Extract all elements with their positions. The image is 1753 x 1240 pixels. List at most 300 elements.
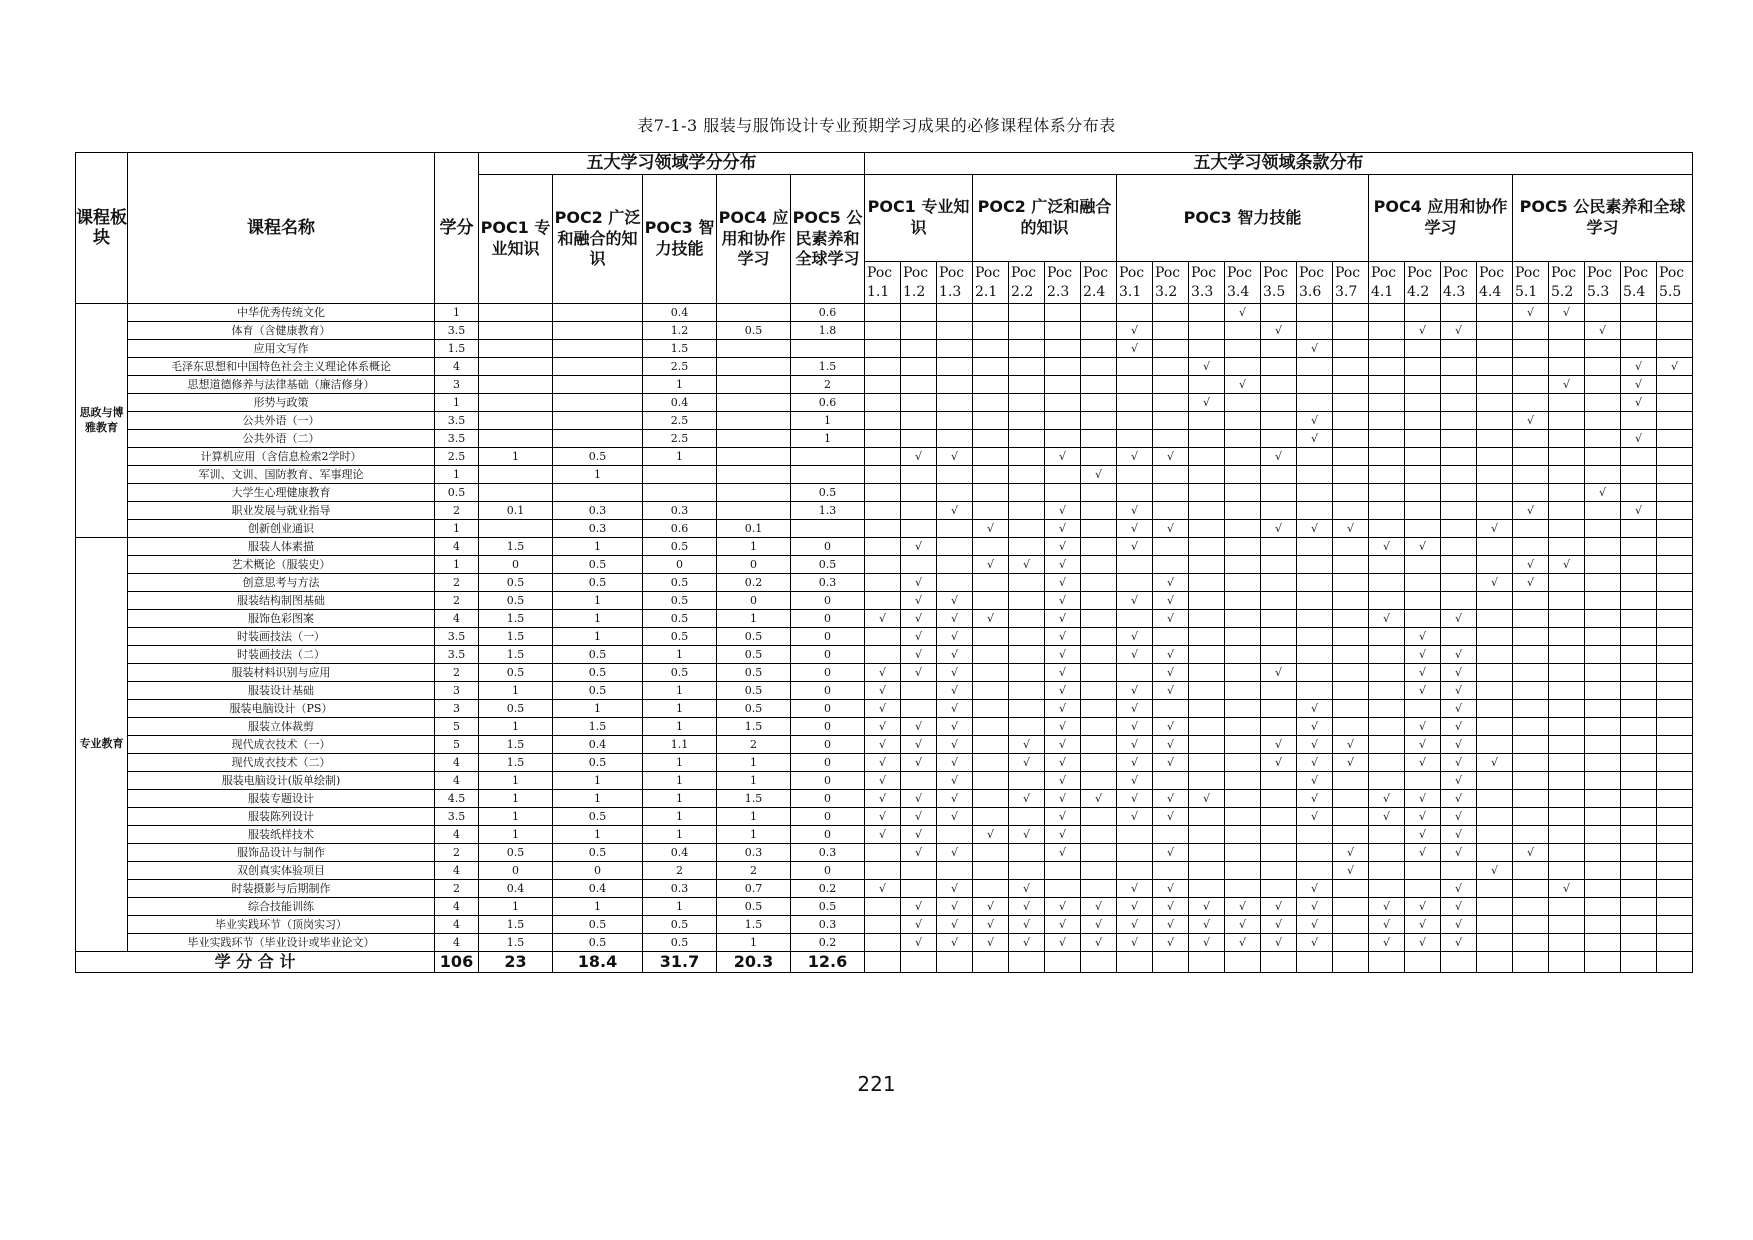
empty-cell [901,322,937,340]
check-mark: √ [1117,754,1153,772]
check-mark: √ [1657,358,1693,376]
empty-cell [1621,664,1657,682]
empty-cell [1333,394,1369,412]
check-mark: √ [1297,700,1333,718]
empty-cell [1261,646,1297,664]
check-mark: √ [1045,448,1081,466]
poc2-credit: 1 [553,826,643,844]
empty-cell [1513,664,1549,682]
check-mark: √ [1153,592,1189,610]
empty-cell [1009,808,1045,826]
check-mark: √ [901,934,937,952]
check-mark: √ [937,646,973,664]
empty-cell [1477,952,1513,973]
check-mark: √ [1297,754,1333,772]
empty-cell [865,304,901,322]
check-mark: √ [1441,610,1477,628]
check-mark: √ [865,718,901,736]
empty-cell [1549,610,1585,628]
poc2-credit: 0.5 [553,754,643,772]
check-mark: √ [1513,556,1549,574]
empty-cell [1513,898,1549,916]
empty-cell [1477,592,1513,610]
poc5-credit: 0 [791,682,865,700]
poc2-credit: 1 [553,700,643,718]
check-mark: √ [1045,844,1081,862]
empty-cell [1189,700,1225,718]
empty-cell [1549,754,1585,772]
empty-cell [1513,736,1549,754]
check-mark: √ [1297,898,1333,916]
check-mark: √ [1117,808,1153,826]
empty-cell [1405,340,1441,358]
empty-cell [1225,880,1261,898]
empty-cell [1153,862,1189,880]
poc2-credit [553,484,643,502]
empty-cell [937,826,973,844]
empty-cell [1441,430,1477,448]
empty-cell [1117,574,1153,592]
check-mark: √ [1297,430,1333,448]
empty-cell [1513,700,1549,718]
empty-cell [1657,484,1693,502]
empty-cell [1225,430,1261,448]
empty-cell [1549,340,1585,358]
empty-cell [1261,682,1297,700]
empty-cell [1261,430,1297,448]
empty-cell [1333,304,1369,322]
check-mark: √ [865,808,901,826]
course-credit: 5 [435,736,479,754]
course-name: 艺术概论（服装史） [128,556,435,574]
empty-cell [1585,520,1621,538]
empty-cell [973,952,1009,973]
empty-cell [973,538,1009,556]
empty-cell [1261,376,1297,394]
poc4-credit: 0.1 [717,520,791,538]
course-name: 服装设计基础 [128,682,435,700]
empty-cell [1261,358,1297,376]
check-mark: √ [1297,772,1333,790]
course-name: 时装摄影与后期制作 [128,880,435,898]
poc2-credit [553,376,643,394]
check-mark: √ [1081,790,1117,808]
empty-cell [1549,574,1585,592]
empty-cell [1621,682,1657,700]
course-credit: 1 [435,520,479,538]
empty-cell [865,358,901,376]
empty-cell [1225,520,1261,538]
empty-cell [865,862,901,880]
poc2-credit: 0.5 [553,574,643,592]
empty-cell [1621,610,1657,628]
check-mark: √ [1045,754,1081,772]
empty-cell [1477,916,1513,934]
empty-cell [865,628,901,646]
empty-cell [1441,538,1477,556]
check-mark: √ [937,934,973,952]
empty-cell [1549,934,1585,952]
poc4-credit [717,430,791,448]
check-mark: √ [1117,646,1153,664]
check-mark: √ [901,448,937,466]
course-credit: 1.5 [435,340,479,358]
poc3-credit: 2.5 [643,412,717,430]
course-name: 计算机应用（含信息检索2学时） [128,448,435,466]
course-credit: 3 [435,376,479,394]
empty-cell [1189,520,1225,538]
poc2-credit [553,430,643,448]
empty-cell [1045,376,1081,394]
empty-cell [1225,646,1261,664]
empty-cell [1225,574,1261,592]
poc1-credit: 1 [479,790,553,808]
poc5-credit: 0 [791,790,865,808]
course-credit: 2 [435,502,479,520]
check-mark: √ [1405,646,1441,664]
poc3-credit: 0.3 [643,880,717,898]
poc4-credit [717,412,791,430]
check-mark: √ [865,790,901,808]
poc3-credit: 1.5 [643,340,717,358]
check-mark: √ [1045,826,1081,844]
check-mark: √ [1261,754,1297,772]
empty-cell [1153,952,1189,973]
empty-cell [1621,952,1657,973]
check-mark: √ [1045,610,1081,628]
empty-cell [1477,556,1513,574]
empty-cell [1081,484,1117,502]
empty-cell [1585,394,1621,412]
poc5-credit: 0.3 [791,574,865,592]
check-mark: √ [1261,898,1297,916]
empty-cell [1333,376,1369,394]
empty-cell [1333,880,1369,898]
empty-cell [1549,952,1585,973]
check-mark: √ [1621,376,1657,394]
table-row [76,646,1693,664]
empty-cell [1009,610,1045,628]
check-mark: √ [1153,790,1189,808]
empty-cell [1297,322,1333,340]
poc3-credit: 1 [643,790,717,808]
empty-cell [937,538,973,556]
course-name: 思想道德修养与法律基础（廉洁修身） [128,376,435,394]
empty-cell [1621,808,1657,826]
empty-cell [1657,466,1693,484]
poc1-credit [479,322,553,340]
check-mark: √ [1405,718,1441,736]
check-mark: √ [937,610,973,628]
empty-cell [1297,574,1333,592]
poc1-total: 23 [479,952,553,973]
check-mark: √ [1477,574,1513,592]
check-mark: √ [1369,808,1405,826]
empty-cell [1297,610,1333,628]
poc5-credit: 0.5 [791,556,865,574]
total-credit: 106 [435,952,479,973]
empty-cell [1585,772,1621,790]
empty-cell [901,952,937,973]
empty-cell [1333,682,1369,700]
course-name: 现代成衣技术（一） [128,736,435,754]
empty-cell [1477,466,1513,484]
empty-cell [1657,790,1693,808]
empty-cell [901,376,937,394]
empty-cell [1585,592,1621,610]
poc2-credit: 0.5 [553,844,643,862]
check-mark: √ [901,664,937,682]
check-mark: √ [1189,394,1225,412]
empty-cell [1009,592,1045,610]
empty-cell [1549,808,1585,826]
empty-cell [1405,556,1441,574]
course-credit: 2.5 [435,448,479,466]
empty-cell [865,952,901,973]
check-mark: √ [937,844,973,862]
poc3-credit: 0.4 [643,844,717,862]
empty-cell [1549,430,1585,448]
empty-cell [1441,502,1477,520]
empty-cell [1009,394,1045,412]
empty-cell [1585,304,1621,322]
empty-cell [865,898,901,916]
empty-cell [1549,700,1585,718]
empty-cell [1225,394,1261,412]
empty-cell [1225,808,1261,826]
empty-cell [1369,322,1405,340]
check-mark: √ [1189,916,1225,934]
empty-cell [1297,394,1333,412]
check-mark: √ [1153,520,1189,538]
poc-subclause-header: Poc 1.3 [937,262,973,304]
check-mark: √ [1621,502,1657,520]
empty-cell [1549,412,1585,430]
check-mark: √ [1441,844,1477,862]
check-mark: √ [1009,916,1045,934]
poc4-credit: 0 [717,556,791,574]
empty-cell [1045,880,1081,898]
empty-cell [1225,340,1261,358]
empty-cell [1189,430,1225,448]
empty-cell [1621,538,1657,556]
empty-cell [1477,790,1513,808]
poc1-credit: 1 [479,826,553,844]
empty-cell [1441,628,1477,646]
empty-cell [1621,790,1657,808]
empty-cell [1513,952,1549,973]
check-mark: √ [1441,646,1477,664]
empty-cell [1369,358,1405,376]
check-mark: √ [1009,826,1045,844]
empty-cell [1225,448,1261,466]
empty-cell [1081,358,1117,376]
empty-cell [973,646,1009,664]
check-mark: √ [1189,358,1225,376]
empty-cell [1117,826,1153,844]
poc5-credit: 0.6 [791,304,865,322]
empty-cell [1333,484,1369,502]
check-mark: √ [1297,736,1333,754]
check-mark: √ [937,448,973,466]
empty-cell [1333,628,1369,646]
empty-cell [1333,574,1369,592]
check-mark: √ [1369,538,1405,556]
empty-cell [1477,358,1513,376]
empty-cell [1297,844,1333,862]
check-mark: √ [937,664,973,682]
empty-cell [1369,574,1405,592]
empty-cell [1585,430,1621,448]
empty-cell [1405,772,1441,790]
check-mark: √ [1405,916,1441,934]
poc5-credit [791,466,865,484]
empty-cell [1657,502,1693,520]
empty-cell [1297,538,1333,556]
table-row [76,772,1693,790]
empty-cell [1657,736,1693,754]
empty-cell [1513,610,1549,628]
empty-cell [1333,610,1369,628]
poc1-credit [479,340,553,358]
check-mark: √ [1441,826,1477,844]
empty-cell [1261,394,1297,412]
empty-cell [1153,430,1189,448]
empty-cell [1369,646,1405,664]
poc4-group-header: POC4 应用和协作学习 [1369,175,1513,262]
check-mark: √ [1045,520,1081,538]
empty-cell [973,772,1009,790]
empty-cell [865,934,901,952]
empty-cell [1189,574,1225,592]
empty-cell [1657,772,1693,790]
empty-cell [1189,808,1225,826]
empty-cell [1009,376,1045,394]
empty-cell [1297,646,1333,664]
poc1-credit: 0.5 [479,592,553,610]
empty-cell [1657,592,1693,610]
poc4-credit: 0.5 [717,646,791,664]
check-mark: √ [1009,736,1045,754]
check-mark: √ [973,520,1009,538]
empty-cell [1657,718,1693,736]
empty-cell [1441,376,1477,394]
check-mark: √ [1441,808,1477,826]
poc-subclause-header: Poc 4.2 [1405,262,1441,304]
empty-cell [1549,682,1585,700]
check-mark: √ [1045,790,1081,808]
empty-cell [865,448,901,466]
empty-cell [1333,538,1369,556]
empty-cell [1081,628,1117,646]
empty-cell [1081,952,1117,973]
poc3-credit [643,484,717,502]
empty-cell [1081,592,1117,610]
empty-cell [1333,340,1369,358]
empty-cell [973,682,1009,700]
empty-cell [1405,376,1441,394]
poc5-group-header: POC5 公民素养和全球学习 [1513,175,1693,262]
empty-cell [1225,772,1261,790]
poc5-credit: 2 [791,376,865,394]
course-distribution-table-wrapper [75,152,1693,973]
check-mark: √ [1549,376,1585,394]
poc4-credit: 0.5 [717,628,791,646]
check-mark: √ [1405,736,1441,754]
empty-cell [1621,826,1657,844]
poc2-total: 18.4 [553,952,643,973]
course-credit: 4.5 [435,790,479,808]
check-mark: √ [865,700,901,718]
empty-cell [1117,394,1153,412]
check-mark: √ [1441,664,1477,682]
empty-cell [1009,574,1045,592]
empty-cell [1009,862,1045,880]
check-mark: √ [1009,934,1045,952]
poc1-credit [479,466,553,484]
empty-cell [1549,790,1585,808]
empty-cell [937,556,973,574]
poc3-credit: 0.5 [643,664,717,682]
empty-cell [973,574,1009,592]
empty-cell [1333,322,1369,340]
empty-cell [1513,484,1549,502]
empty-cell [901,682,937,700]
check-mark: √ [973,898,1009,916]
empty-cell [1153,322,1189,340]
check-mark: √ [1405,628,1441,646]
empty-cell [1081,574,1117,592]
course-credit: 3.5 [435,646,479,664]
empty-cell [1297,556,1333,574]
check-mark: √ [1585,484,1621,502]
empty-cell [1297,466,1333,484]
empty-cell [1405,358,1441,376]
empty-cell [1297,484,1333,502]
empty-cell [1477,376,1513,394]
check-mark: √ [865,610,901,628]
poc-subclause-header: Poc 3.5 [1261,262,1297,304]
poc3-credit: 0.5 [643,916,717,934]
empty-cell [1405,592,1441,610]
empty-cell [1009,538,1045,556]
empty-cell [1657,880,1693,898]
poc1-credit [479,358,553,376]
empty-cell [1585,952,1621,973]
poc5-credit: 0 [791,754,865,772]
course-credit: 4 [435,898,479,916]
empty-cell [1585,700,1621,718]
empty-cell [1081,502,1117,520]
check-mark: √ [1441,700,1477,718]
check-mark: √ [1513,304,1549,322]
empty-cell [1477,448,1513,466]
poc5-credit: 0.5 [791,484,865,502]
empty-cell [1585,646,1621,664]
poc4-credit: 0.2 [717,574,791,592]
empty-cell [1009,844,1045,862]
empty-cell [865,844,901,862]
poc5-credit [791,520,865,538]
check-mark: √ [1441,934,1477,952]
check-mark: √ [1549,304,1585,322]
poc3-credit: 0.5 [643,610,717,628]
course-credit: 3.5 [435,412,479,430]
total-label: 学 分 合 计 [76,952,435,973]
course-name: 服饰色彩图案 [128,610,435,628]
check-mark: √ [1045,538,1081,556]
check-mark: √ [1513,412,1549,430]
